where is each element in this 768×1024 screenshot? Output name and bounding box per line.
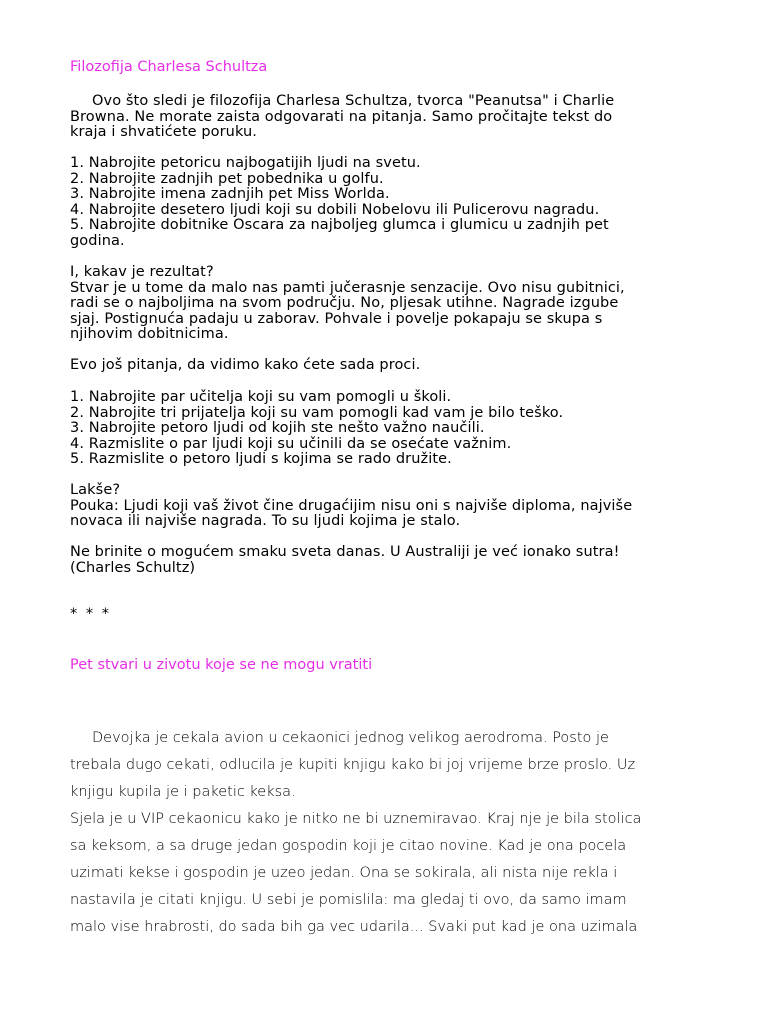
- text-line: radi se o najboljima na svom području. No, pljesak utihne. Nagrade izgube: [70, 295, 619, 312]
- text-line: nastavila je citati knjigu. U sebi je pomislila: ma gledaj ti ovo, da samo imam: [70, 892, 627, 908]
- text-line: Pouka: Ljudi koji vaš život čine drugaćijim nisu oni s najviše diploma, najviše: [70, 497, 633, 514]
- list-item: 4. Razmislite o par ljudi koji su učinili da se osećate važnim.: [70, 435, 512, 452]
- text-line: Sjela je u VIP cekaonicu kako je nitko ne bi uznemiravao. Kraj nje je bila stolica: [70, 811, 642, 827]
- text-line: trebala dugo cekati, odlucila je kupiti knjigu kako bi joj vrijeme brze proslo. Uz: [70, 757, 636, 773]
- text-line: sjaj. Postignuća padaju u zaborav. Pohvale i povelje pokapaju se skupa s: [70, 310, 603, 327]
- section-title: Filozofija Charlesa Schultza: [70, 59, 268, 75]
- result-paragraph: [70, 265, 690, 343]
- text-line: (Charles Schultz): [70, 559, 196, 576]
- text-line: malo vise hrabrosti, do sada bih ga vec udarila... Svaki put kad je ona uzimala: [70, 919, 638, 935]
- text-line: sa keksom, a sa druge jedan gospodin koji je citao novine. Kad je ona pocela: [70, 838, 627, 854]
- list-item: 2. Nabrojite zadnjih pet pobednika u golfu.: [70, 170, 384, 187]
- text-line: uzimati kekse i gospodin je uzeo jedan. Ona se sokirala, ali nista nije rekla i: [70, 865, 618, 881]
- story-paragraph: [70, 725, 690, 941]
- question-list-1: [70, 156, 690, 250]
- more-questions-line: [70, 358, 690, 374]
- question-list-2: [70, 390, 690, 468]
- list-item: 5. Nabrojite dobitnike Oscara za najboljeg glumca i glumicu u zadnjih pet: [70, 217, 609, 234]
- text-line: Stvar je u tome da malo nas pamti jučerasnje senzacije. Ovo nisu gubitnici,: [70, 279, 625, 296]
- list-item: 2. Nabrojite tri prijatelja koji su vam pomogli kad vam je bilo teško.: [70, 404, 564, 421]
- text-line: Ovo što sledi je filozofija Charlesa Schultza, tvorca "Peanutsa" i Charlie: [92, 93, 615, 109]
- section-title: Pet stvari u zivotu koje se ne mogu vratiti: [70, 657, 373, 673]
- section-separator: * * *: [70, 606, 111, 622]
- text-line: Ne brinite o mogućem smaku sveta danas. U Australiji je već ionako sutra!: [70, 544, 620, 560]
- list-item: 1. Nabrojite par učitelja koji su vam pomogli u školi.: [70, 389, 452, 405]
- list-item: 3. Nabrojite imena zadnjih pet Miss Worlda.: [70, 186, 390, 203]
- lesson-paragraph: [70, 483, 690, 530]
- text-line: njihovim dobitnicima.: [70, 326, 229, 343]
- list-item: 1. Nabrojite petoricu najbogatijih ljudi na svetu.: [70, 155, 421, 171]
- list-item: 5. Razmislite o petoro ljudi s kojima se rado družite.: [70, 451, 452, 468]
- text-line: Lakše?: [70, 482, 121, 498]
- closing-paragraph: [70, 545, 690, 576]
- text-line: Evo još pitanja, da vidimo kako ćete sada proci.: [70, 357, 421, 373]
- text-line: Devojka je cekala avion u cekaonici jednog velikog aerodroma. Posto je: [92, 730, 609, 746]
- text-line: Browna. Ne morate zaista odgovarati na pitanja. Samo pročitajte tekst do: [70, 108, 613, 125]
- text-line: I, kakav je rezultat?: [70, 264, 214, 280]
- intro-paragraph: [70, 94, 690, 141]
- text-line: knjigu kupila je i paketic keksa.: [70, 784, 296, 800]
- text-line: novaca ili najviše nagrada. To su ljudi kojima je stalo.: [70, 513, 461, 530]
- text-line: kraja i shvatićete poruku.: [70, 124, 258, 141]
- list-item: 4. Nabrojite desetero ljudi koji su dobili Nobelovu ili Pulicerovu nagradu.: [70, 201, 600, 218]
- list-item: godina.: [70, 232, 125, 249]
- list-item: 3. Nabrojite petoro ljudi od kojih ste nešto važno naučili.: [70, 420, 485, 437]
